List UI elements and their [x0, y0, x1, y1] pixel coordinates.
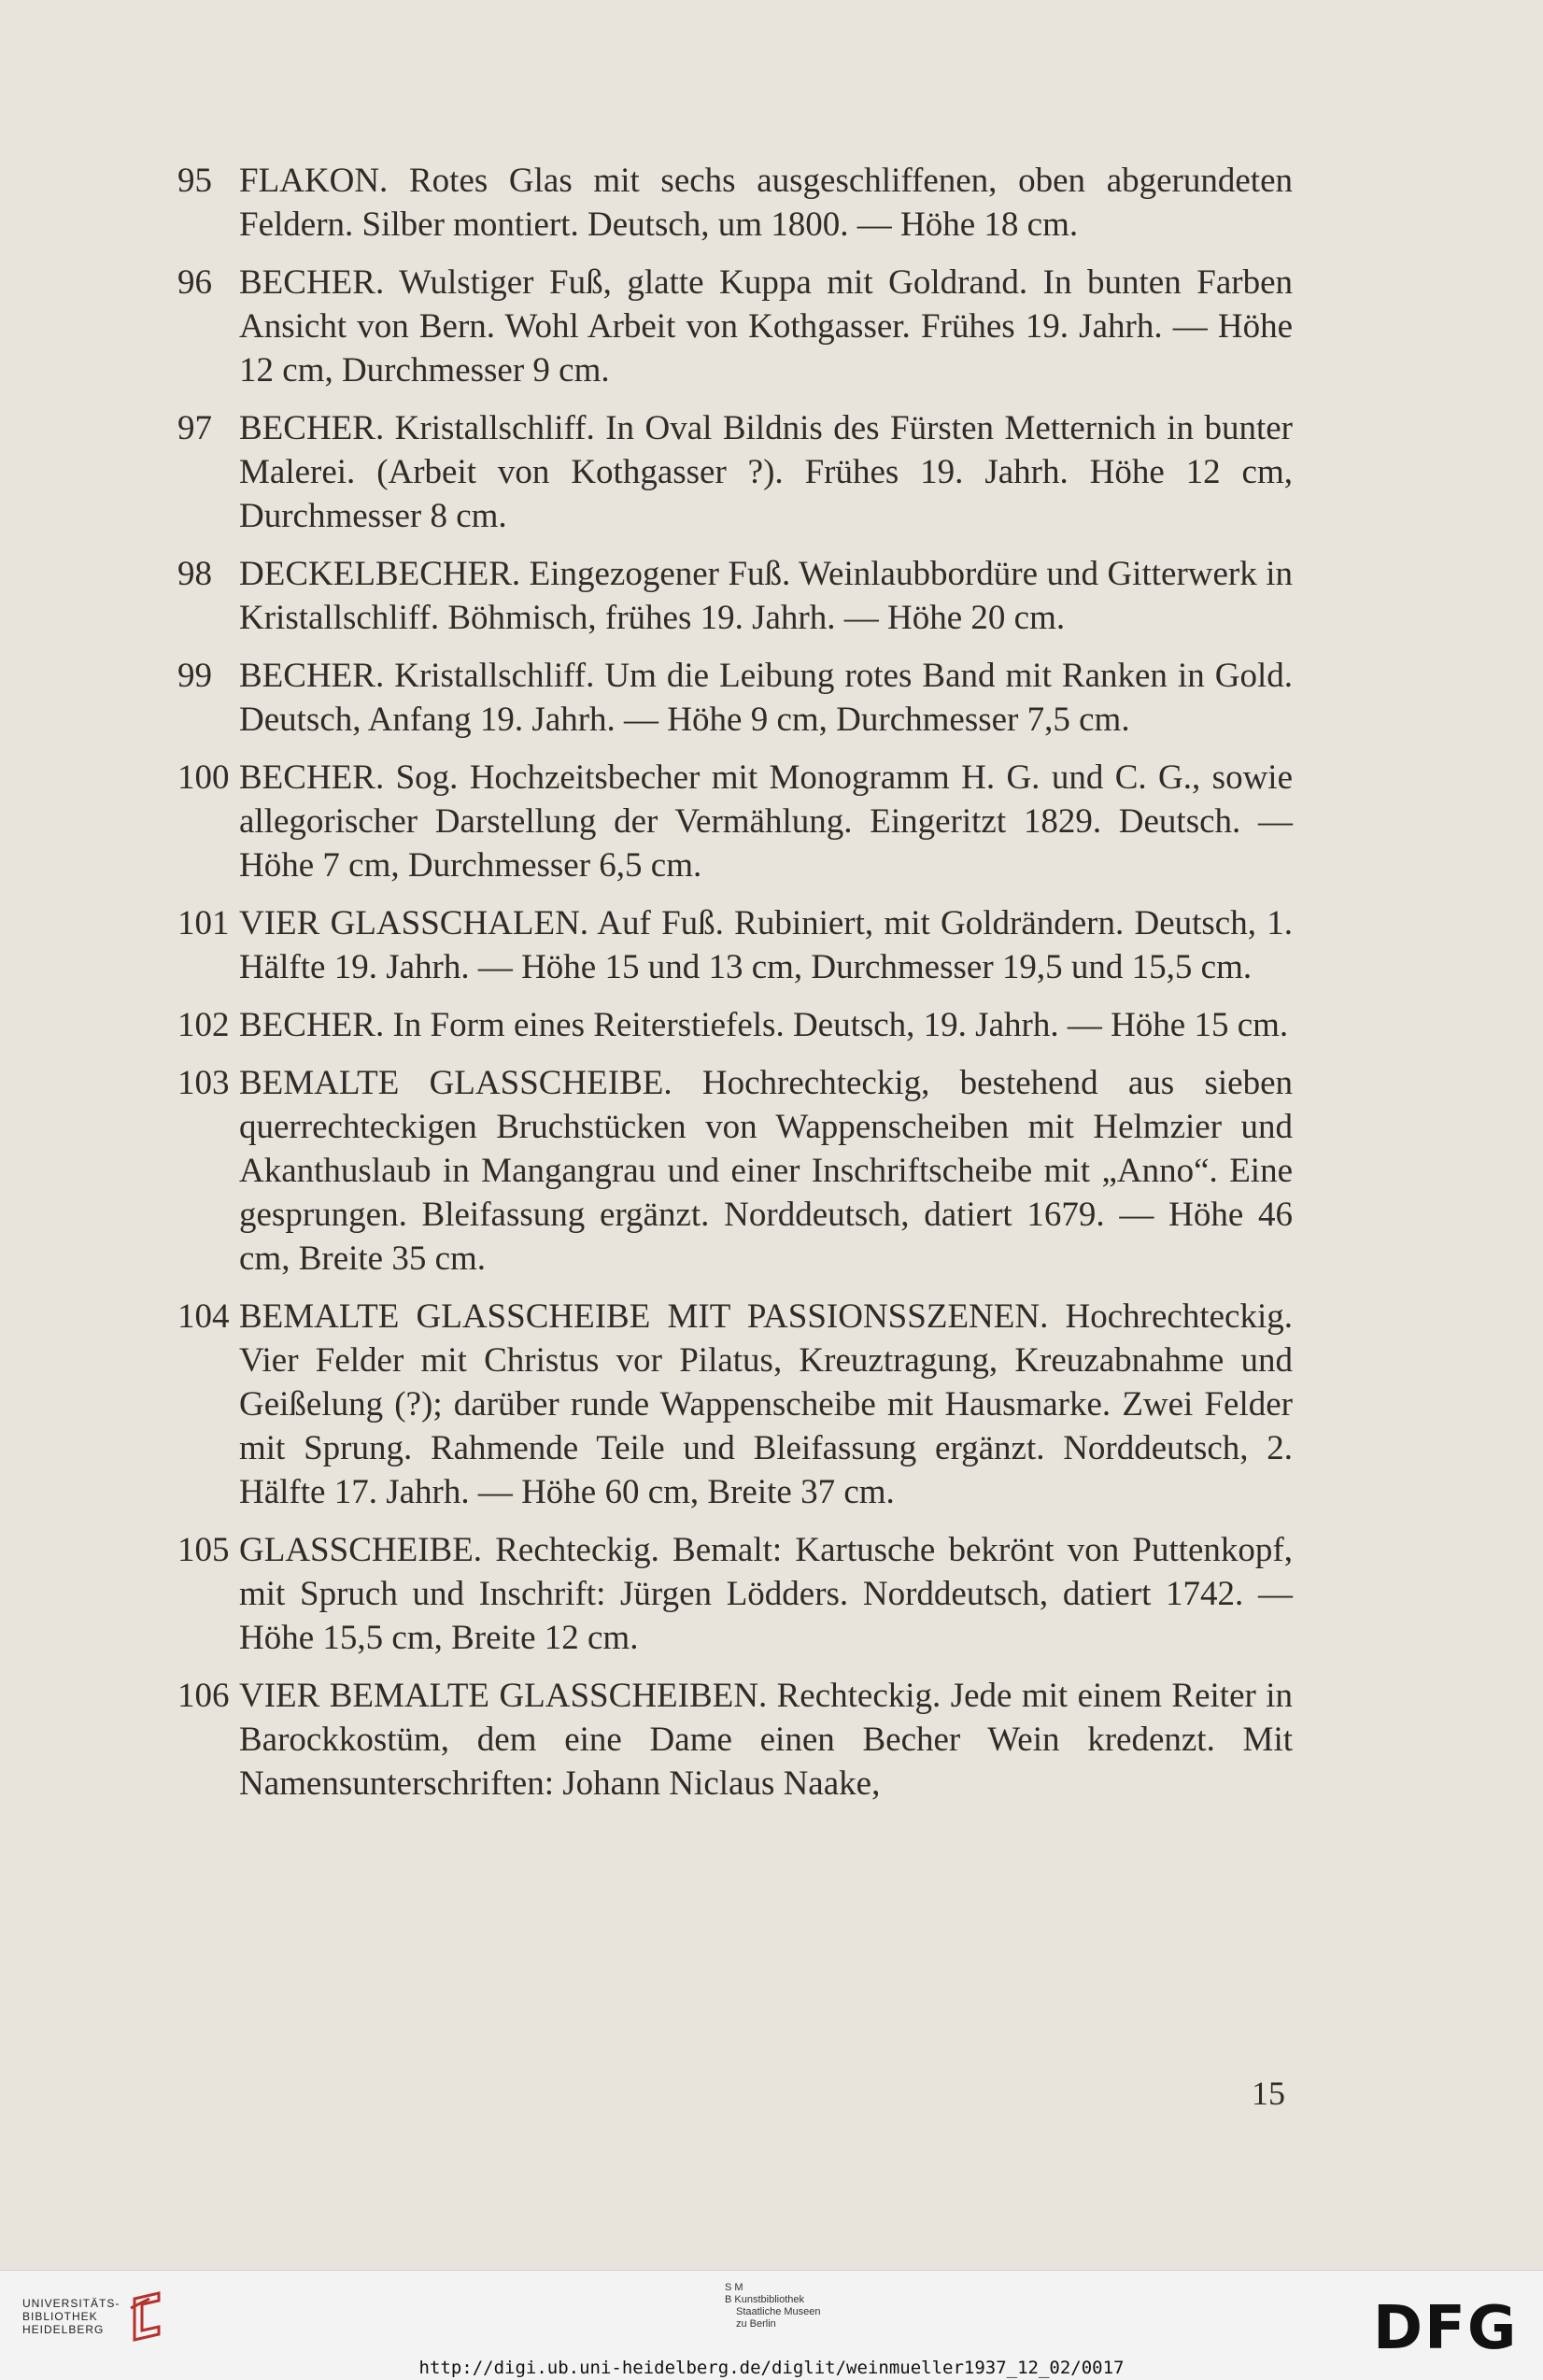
entry-text: GLASSCHEIBE. Rechteckig. Bemalt: Kartusche bekrönt von Puttenkopf, mit Spruch und Inschrift: Jürgen Lödders. Norddeutsch, datiert 1742. — Höhe 15,5 cm, Breite 12 cm. [239, 1531, 1293, 1657]
entry-text: BECHER. Sog. Hochzeitsbecher mit Monogramm H. G. und C. G., sowie allegorischer Darstellung der Vermählung. Eingeritzt 1829. Deutsch. — Höhe 7 cm, Durchmesser 6,5 cm. [239, 758, 1293, 885]
entry-number: 96 [177, 263, 212, 302]
footer-bar [0, 2270, 1543, 2380]
catalog-entry [177, 159, 1298, 247]
entry-number: 99 [177, 657, 212, 695]
catalog-entry [177, 261, 1298, 392]
university-library-name: UNIVERSITÄTS- BIBLIOTHEK HEIDELBERG [22, 2297, 120, 2336]
entry-text: VIER BEMALTE GLASSCHEIBEN. Rechteckig. Jede mit einem Reiter in Barockkostüm, dem eine Dame einen Becher Wein kredenzt. Mit Namensunterschriften: Johann Niclaus Naake, [239, 1677, 1293, 1803]
entry-number: 104 [177, 1297, 230, 1336]
catalog-entry [177, 1295, 1298, 1514]
catalog-entry [177, 901, 1298, 989]
entry-text: DECKELBECHER. Eingezogener Fuß. Weinlaubbordüre und Gitterwerk in Kristallschliff. Böhmisch, frühes 19. Jahrh. — Höhe 20 cm. [239, 555, 1293, 637]
entry-number: 105 [177, 1531, 230, 1569]
entry-text: BEMALTE GLASSCHEIBE. Hochrechteckig, bestehend aus sieben querrechteckigen Bruchstücken von Wappenscheiben mit Helmzier und Akanthuslaub in Mangangrau und einer Inschriftscheibe mit „Anno“. Eine gesprungen. Bleifassung ergänzt. Norddeutsch, datiert 1679. — Höhe 46 cm, Breite 35 cm. [239, 1064, 1293, 1278]
entry-number: 100 [177, 758, 230, 797]
entry-number: 101 [177, 904, 230, 942]
entry-number: 95 [177, 162, 212, 200]
university-seal-icon [127, 2289, 168, 2344]
catalog-entry [177, 1003, 1298, 1047]
entry-number: 103 [177, 1064, 230, 1102]
catalog-entry [177, 654, 1298, 742]
catalog-entry [177, 1674, 1298, 1806]
entry-text: VIER GLASSCHALEN. Auf Fuß. Rubiniert, mit Goldrändern. Deutsch, 1. Hälfte 19. Jahrh. — Höhe 15 und 13 cm, Durchmesser 19,5 und 15,5 cm. [239, 904, 1293, 986]
entry-text: FLAKON. Rotes Glas mit sechs ausgeschliffenen, oben abgerundeten Feldern. Silber montiert. Deutsch, um 1800. — Höhe 18 cm. [239, 162, 1293, 244]
entry-number: 106 [177, 1677, 230, 1715]
entry-text: BECHER. Kristallschliff. Um die Leibung rotes Band mit Ranken in Gold. Deutsch, Anfang 19. Jahrh. — Höhe 9 cm, Durchmesser 7,5 cm. [239, 657, 1293, 739]
dfg-logo[interactable]: DFG [1373, 2294, 1519, 2363]
page-number: 15 [1252, 2075, 1285, 2112]
entry-number: 97 [177, 409, 212, 447]
catalog-entry [177, 1528, 1298, 1660]
catalog-entry [177, 552, 1298, 640]
entry-text: BECHER. In Form eines Reiterstiefels. Deutsch, 19. Jahrh. — Höhe 15 cm. [239, 1006, 1289, 1044]
permalink-url[interactable]: http://digi.ub.uni-heidelberg.de/diglit/weinmueller1937_12_02/0017 [418, 2358, 1125, 2378]
entry-number: 102 [177, 1006, 230, 1044]
university-library-logo[interactable] [22, 2289, 168, 2344]
catalog-entries [177, 159, 1298, 1820]
entry-text: BECHER. Kristallschliff. In Oval Bildnis des Fürsten Metternich in bunter Malerei. (Arbeit von Kothgasser ?). Frühes 19. Jahrh. Höhe 12 cm, Durchmesser 8 cm. [239, 409, 1293, 535]
entry-number: 98 [177, 555, 212, 593]
entry-text: BEMALTE GLASSCHEIBE MIT PASSIONSSZENEN. Hochrechteckig. Vier Felder mit Christus vor Pilatus, Kreuztragung, Kreuzabnahme und Geißelung (?); darüber runde Wappenscheibe mit Hausmarke. Zwei Felder mit Sprung. Rahmende Teile und Bleifassung ergänzt. Norddeutsch, 2. Hälfte 17. Jahrh. — Höhe 60 cm, Breite 37 cm. [239, 1297, 1293, 1511]
catalog-entry [177, 406, 1298, 538]
smb-kunstbibliothek-logo[interactable]: S M B Kunstbibliothek Staatliche Museen zu Berlin [725, 2282, 821, 2330]
entry-text: BECHER. Wulstiger Fuß, glatte Kuppa mit Goldrand. In bunten Farben Ansicht von Bern. Wohl Arbeit von Kothgasser. Frühes 19. Jahrh. — Höhe 12 cm, Durchmesser 9 cm. [239, 263, 1293, 390]
catalog-entry [177, 1061, 1298, 1281]
catalog-entry [177, 756, 1298, 887]
